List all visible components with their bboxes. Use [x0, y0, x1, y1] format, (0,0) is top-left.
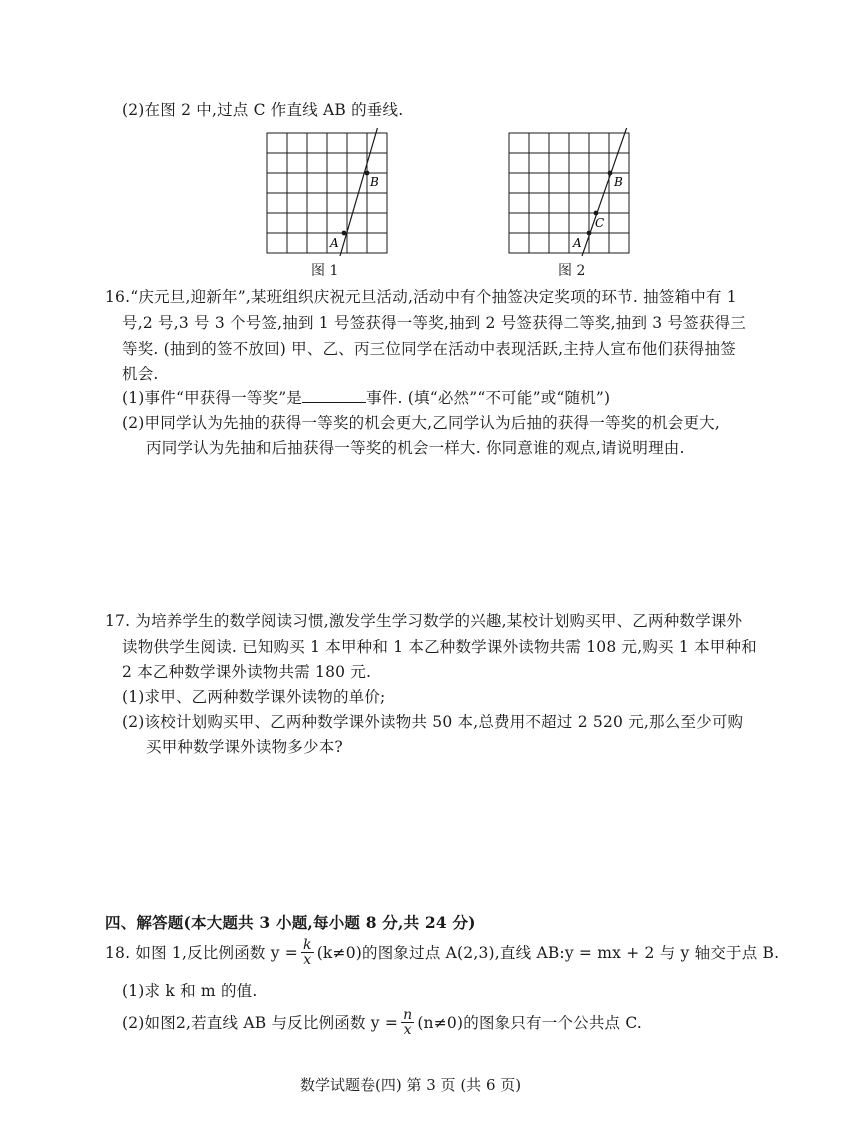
figure-1 — [262, 128, 392, 258]
fraction-numerator: n — [403, 1007, 413, 1023]
figure-1-point-a — [342, 231, 347, 236]
figure-2-point-a — [587, 231, 592, 236]
q18-part2-prefix: (2)如图2,若直线 AB 与反比例函数 y = — [122, 1013, 399, 1032]
q18-prefix: 18. 如图 1,反比例函数 y = — [105, 943, 298, 962]
q16-line1: 16.“庆元旦,迎新年”,某班组织庆祝元旦活动,活动中有个抽签决定奖项的环节. 抽签箱中有 1 — [105, 288, 737, 306]
q17-part2-line1: (2)该校计划购买甲、乙两种数学课外读物共 50 本,总费用不超过 2 520 元,那么至少可购 — [122, 713, 744, 731]
q18-middle: (k≠0)的图象过点 A(2,3),直线 AB:y = mx + 2 与 y 轴交于点 B. — [316, 943, 780, 962]
q18-line1 — [105, 938, 779, 967]
figure-1-label-a: A — [330, 236, 339, 250]
q15-part2-text: (2)在图 2 中,过点 C 作直线 AB 的垂线. — [122, 101, 404, 119]
q17-part1: (1)求甲、乙两种数学课外读物的单价; — [122, 688, 386, 706]
section-4-title: 四、解答题(本大题共 3 小题,每小题 8 分,共 24 分) — [105, 913, 476, 932]
figure-2 — [504, 128, 634, 258]
figure-2-label-b: B — [614, 175, 623, 189]
q17-part2-line2: 买甲种数学课外读物多少本? — [146, 738, 343, 756]
page-footer: 数学试题卷(四) 第 3 页 (共 6 页) — [300, 1076, 522, 1094]
q16-line4: 机会. — [122, 365, 159, 383]
q16-part1-before: (1)事件“甲获得一等奖”是 — [122, 389, 303, 407]
q18-part2-suffix: (n≠0)的图象只有一个公共点 C. — [417, 1013, 643, 1032]
q18-part2 — [122, 1008, 642, 1037]
fraction-n-over-x — [401, 1008, 414, 1037]
q17-line1: 17. 为培养学生的数学阅读习惯,激发学生学习数学的兴趣,某校计划购买甲、乙两种数学课外 — [105, 612, 743, 630]
figure-1-label-b: B — [370, 175, 379, 189]
figure-1-line-ab — [340, 128, 378, 256]
fraction-numerator: k — [303, 937, 312, 953]
figure-2-caption: 图 2 — [558, 263, 586, 279]
figure-2-point-b — [608, 171, 613, 176]
q16-part1 — [122, 388, 610, 408]
fraction-k-over-x — [301, 938, 314, 967]
q16-part2-line2: 丙同学认为先抽和后抽获得一等奖的机会一样大. 你同意谁的观点,请说明理由. — [146, 439, 685, 457]
figure-2-point-c — [594, 211, 599, 216]
figure-1-grid — [267, 133, 387, 253]
figure-2-grid — [509, 133, 629, 253]
figure-1-point-b — [365, 171, 370, 176]
fraction-denominator: x — [403, 1022, 412, 1038]
figure-2-label-a: A — [573, 236, 582, 250]
figure-2-label-c: C — [595, 216, 605, 230]
q16-part2-line1: (2)甲同学认为先抽的获得一等奖的机会更大,乙同学认为后抽的获得一等奖的机会更大, — [122, 414, 721, 432]
fraction-denominator: x — [303, 952, 312, 968]
q16-line2: 号,2 号,3 号 3 个号签,抽到 1 号签获得一等奖,抽到 2 号签获得二等奖,抽到 3 号签获得三 — [122, 314, 746, 332]
q17-line3: 2 本乙种数学课外读物共需 180 元. — [122, 663, 372, 681]
q17-line2: 读物供学生阅读. 已知购买 1 本甲种和 1 本乙种数学课外读物共需 108 元,购买 1 本甲种和 — [122, 638, 757, 656]
answer-blank[interactable] — [302, 388, 366, 403]
q16-line3: 等奖. (抽到的签不放回) 甲、乙、丙三位同学在活动中表现活跃,主持人宣布他们获得抽签 — [122, 340, 736, 358]
q18-part1: (1)求 k 和 m 的值. — [122, 982, 258, 1000]
figure-1-caption: 图 1 — [311, 263, 339, 279]
q16-part1-after: 事件. (填“必然”“不可能”或“随机”) — [366, 389, 611, 407]
